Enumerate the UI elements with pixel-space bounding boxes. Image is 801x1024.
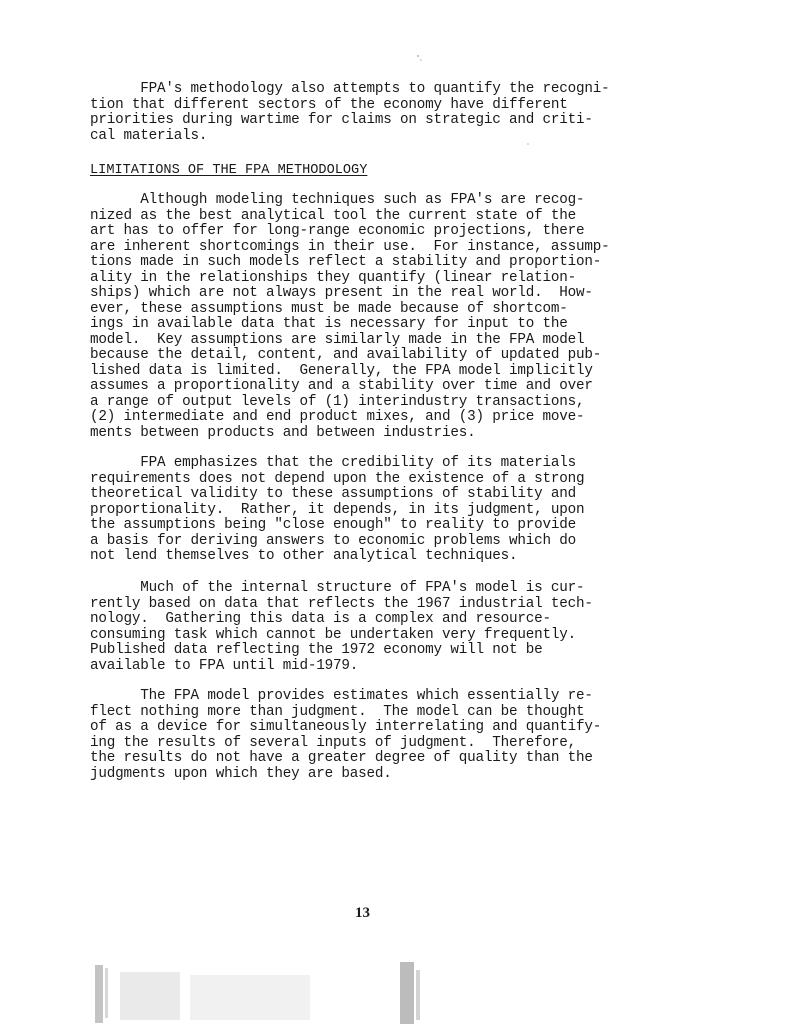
paragraph-fpa-methodology-priorities (90, 82, 610, 144)
text-line: a range of output levels of (1) interindustry transactions, (90, 393, 585, 410)
text-line: of as a device for simultaneously interrelating and quantify- (90, 719, 602, 735)
text-line: (2) intermediate and end product mixes, and (3) price move- (90, 409, 585, 425)
text-line: lished data is limited. Generally, the FPA model implicitly (90, 362, 593, 379)
text-line: judgments upon which they are based. (90, 765, 392, 782)
paragraph-internal-structure (90, 581, 593, 674)
paragraph-judgment (90, 689, 601, 782)
text-line: not lend themselves to other analytical techniques. (90, 548, 518, 564)
text-line: Much of the internal structure of FPA's model is cur- (90, 580, 585, 596)
page-number: 13 (355, 905, 370, 921)
text-line: the results do not have a greater degree of quality than the (90, 750, 593, 766)
text-line: consuming task which cannot be undertaken very frequently. (90, 626, 577, 643)
text-line: proportionality. Rather, it depends, in its judgment, upon (90, 501, 585, 518)
text-line: cal materials. (90, 127, 208, 144)
text-line: FPA's methodology also attempts to quantify the recogni- (90, 81, 610, 97)
paragraph-credibility (90, 456, 584, 565)
text-line: FPA emphasizes that the credibility of its materials (90, 455, 577, 471)
text-line: nized as the best analytical tool the current state of the (90, 207, 577, 224)
text-line: ments between products and between industries. (90, 424, 476, 441)
paragraph-modeling-limitations (90, 193, 610, 441)
text-line: nology. Gathering this data is a complex and resource- (90, 611, 551, 627)
text-line: are inherent shortcomings in their use. For instance, assump- (90, 238, 610, 255)
text-line: ever, these assumptions must be made because of shortcom- (90, 300, 568, 317)
text-line: priorities during wartime for claims on strategic and criti- (90, 112, 593, 128)
text-line: The FPA model provides estimates which essentially re- (90, 688, 593, 704)
text-line: art has to offer for long-range economic projections, there (90, 223, 585, 239)
text-line: tion that different sectors of the economy have different (90, 96, 568, 113)
text-line: model. Key assumptions are similarly made in the FPA model (90, 331, 585, 348)
text-line: tions made in such models reflect a stability and proportion- (90, 254, 602, 270)
text-line: a basis for deriving answers to economic problems which do (90, 532, 577, 549)
text-line: theoretical validity to these assumptions of stability and (90, 486, 577, 502)
text-line: Published data reflecting the 1972 economy will not be (90, 642, 543, 658)
section-heading: LIMITATIONS OF THE FPA METHODOLOGY (90, 163, 368, 178)
text-line: ality in the relationships they quantify (linear relation- (90, 269, 577, 286)
text-line: ing the results of several inputs of judgment. Therefore, (90, 734, 577, 751)
text-line: ships) which are not always present in the real world. How- (90, 285, 593, 301)
text-line: because the detail, content, and availability of updated pub- (90, 347, 602, 363)
text-line: flect nothing more than judgment. The model can be thought (90, 703, 585, 720)
text-line: available to FPA until mid-1979. (90, 657, 359, 674)
text-line: the assumptions being "close enough" to reality to provide (90, 517, 577, 533)
text-line: assumes a proportionality and a stability over time and over (90, 378, 593, 394)
text-line: rently based on data that reflects the 1967 industrial tech- (90, 595, 593, 612)
text-line: Although modeling techniques such as FPA's are recog- (90, 192, 585, 208)
text-line: requirements does not depend upon the existence of a strong (90, 470, 585, 487)
text-line: ings in available data that is necessary for input to the (90, 316, 568, 332)
